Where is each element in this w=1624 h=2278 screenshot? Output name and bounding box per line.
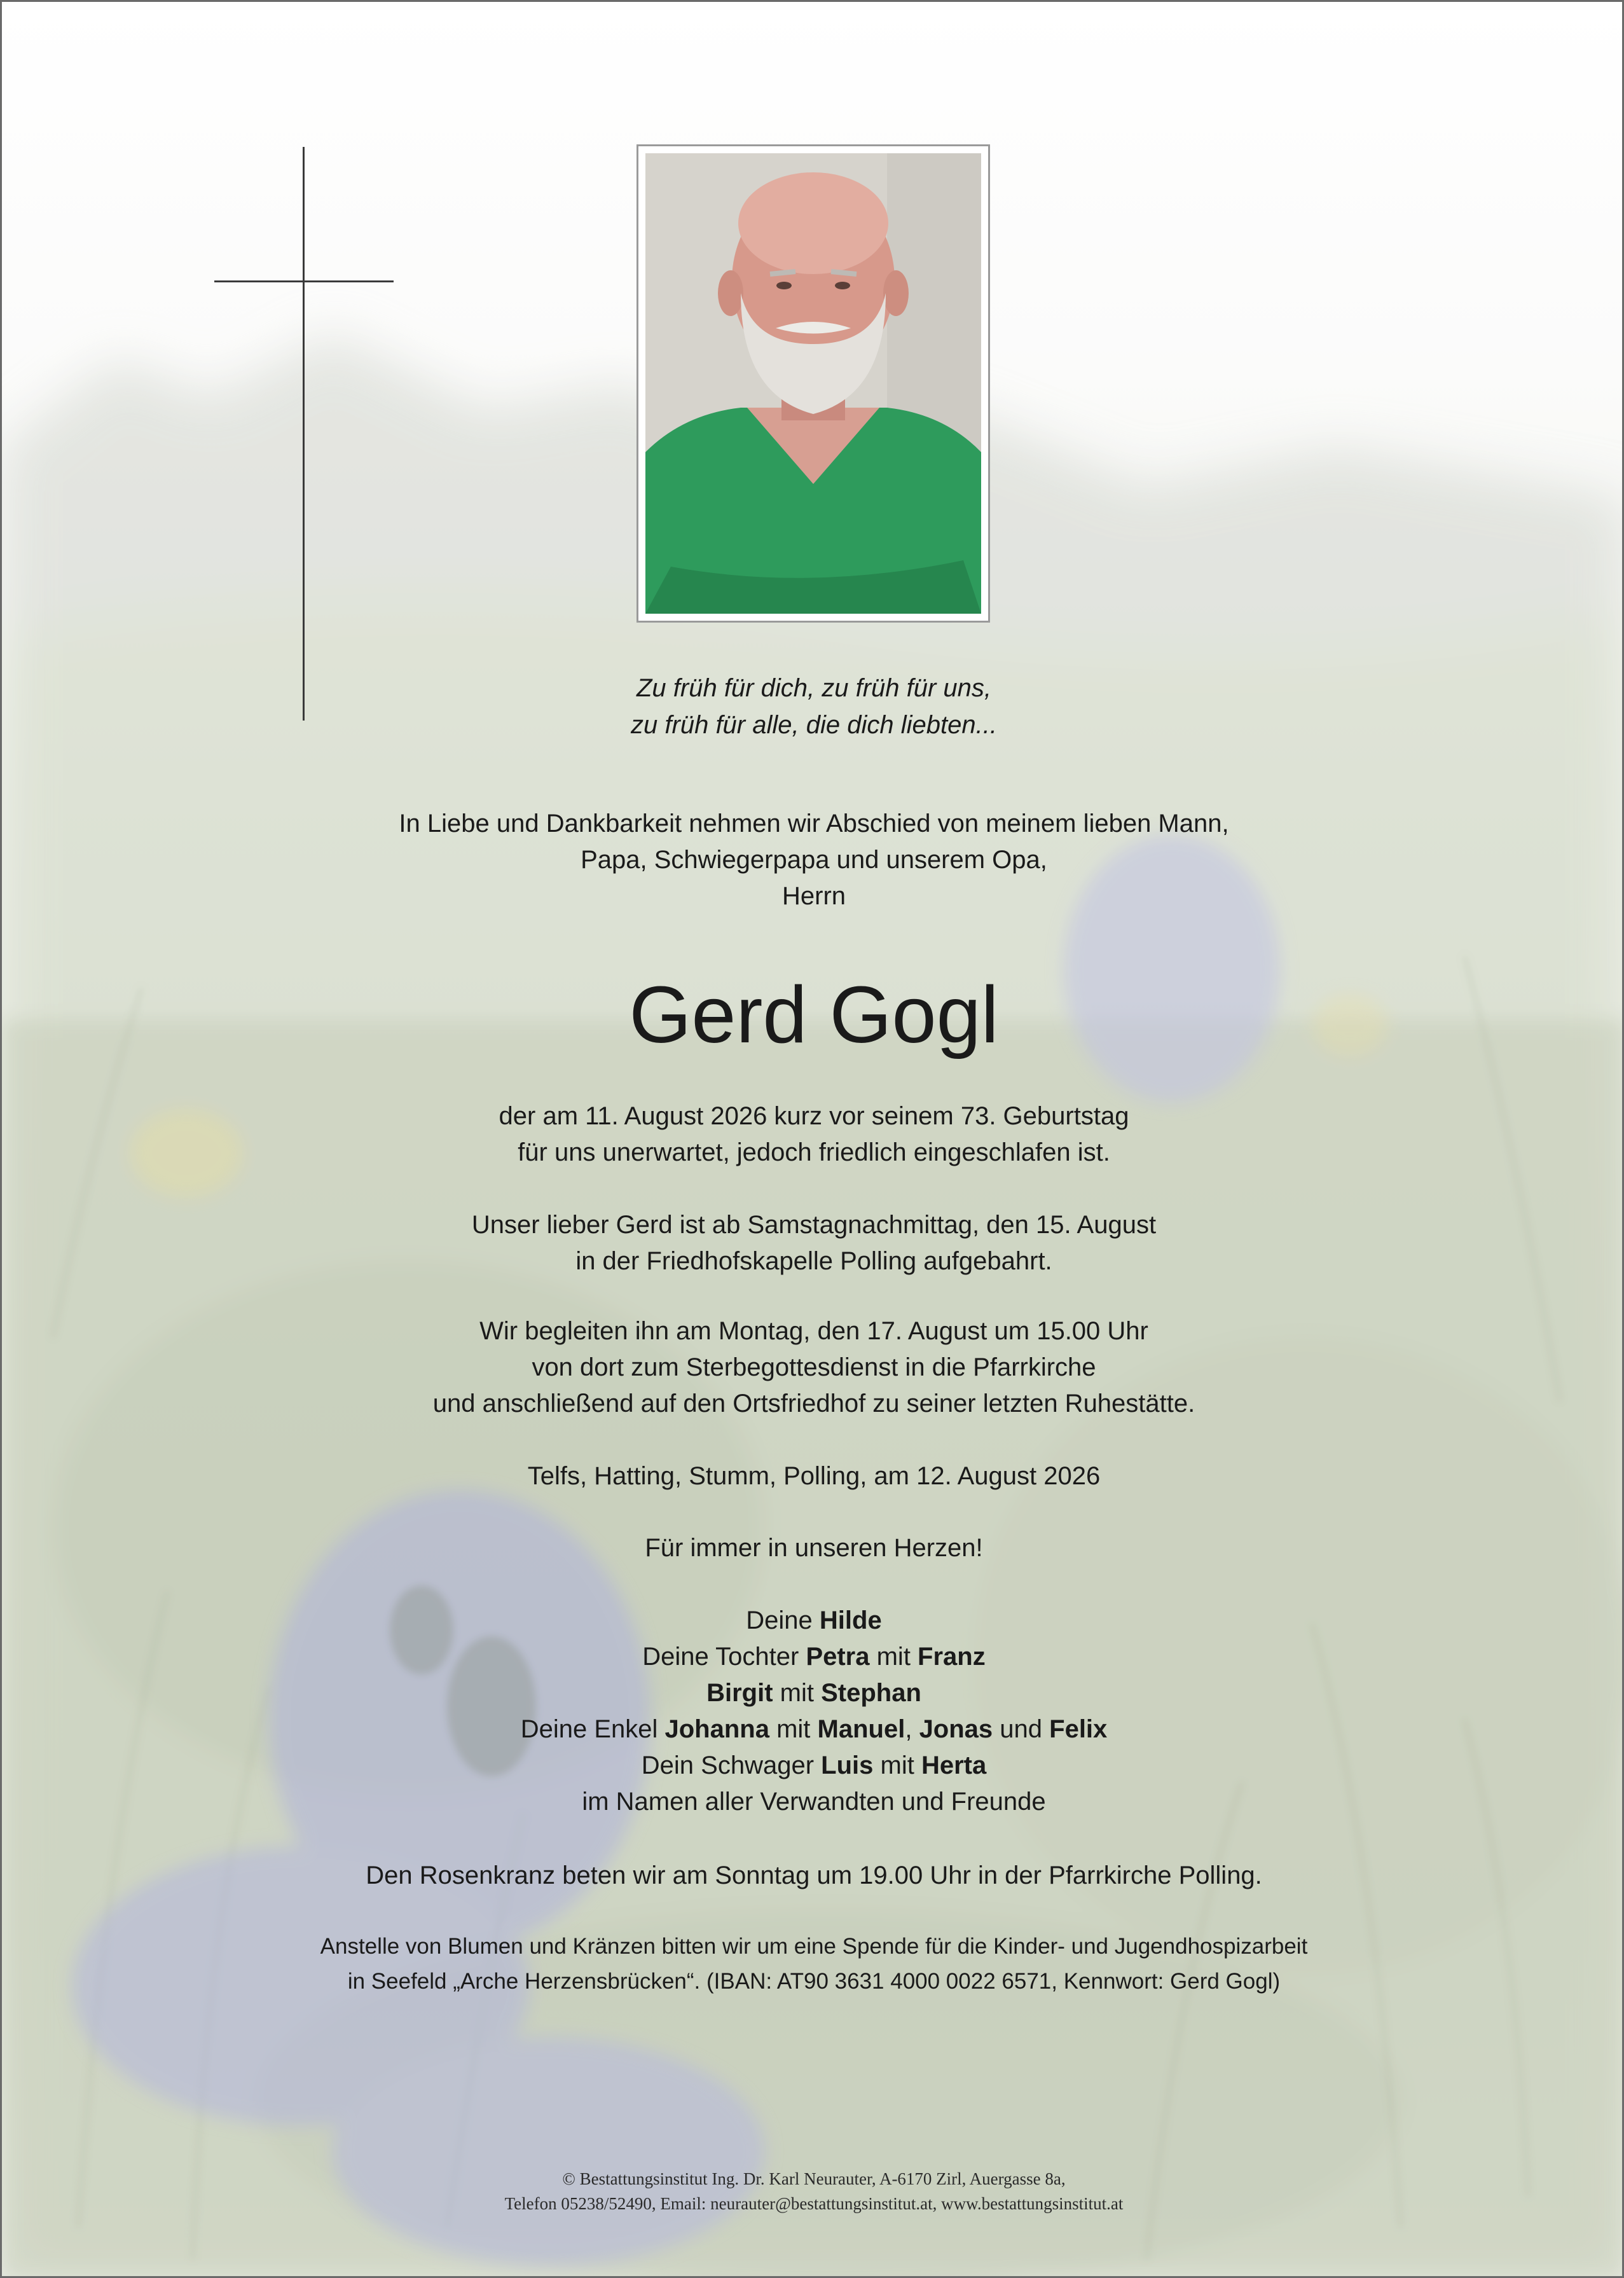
funeral-info-line: von dort zum Sterbegottesdienst in die Pfarrkirche [532, 1353, 1096, 1381]
quote-line: Zu früh für dich, zu früh für uns, [636, 674, 992, 702]
mourner-separator: , [905, 1715, 919, 1743]
quote-line: zu früh für alle, die dich liebten... [631, 711, 997, 739]
viewing-info-line: Unser lieber Gerd ist ab Samstagnachmittag, den 15. August [471, 1211, 1157, 1239]
donation-request [129, 1929, 1499, 1999]
death-info [129, 1098, 1499, 1171]
mourner-name: Luis [821, 1751, 874, 1779]
closing-line: Für immer in unseren Herzen! [645, 1534, 983, 1562]
mourner-row [129, 1639, 1499, 1675]
mourner-name: Manuel [817, 1715, 905, 1743]
mourner-row: im Namen aller Verwandten und Freunde [582, 1788, 1046, 1816]
intro-text [129, 806, 1499, 915]
portrait-photo-frame [637, 144, 990, 623]
mourner-name: Petra [806, 1643, 870, 1671]
funeral-info [129, 1313, 1499, 1422]
memorial-quote [129, 670, 1499, 743]
death-info-line: der am 11. August 2026 kurz vor seinem 73. Geburtstag [499, 1102, 1129, 1130]
donation-line: in Seefeld „Arche Herzensbrücken“. (IBAN: AT90 3631 4000 0022 6571, Kennwort: Gerd Gogl) [347, 1969, 1281, 1994]
donation-line: Anstelle von Blumen und Kränzen bitten wir um eine Spende für die Kinder- und Jugendhospizarbeit [320, 1934, 1308, 1959]
intro-line: Herrn [781, 882, 846, 910]
mourner-connector: und [993, 1715, 1050, 1743]
mourner-connector: mit [873, 1751, 921, 1779]
funeral-home-footer [129, 2167, 1499, 2216]
mourner-connector: mit [869, 1643, 918, 1671]
mourner-row [129, 1603, 1499, 1639]
mourner-name: Johanna [664, 1715, 769, 1743]
intro-line: Papa, Schwiegerpapa und unserem Opa, [581, 846, 1047, 874]
mourner-name: Jonas [919, 1715, 993, 1743]
mourner-name: Hilde [819, 1606, 882, 1634]
mourner-relation: Deine [746, 1606, 820, 1634]
viewing-info [129, 1207, 1499, 1280]
funeral-info-line: und anschließend auf den Ortsfriedhof zu seiner letzten Ruhestätte. [432, 1390, 1195, 1418]
funeral-info-line: Wir begleiten ihn am Montag, den 17. August um 15.00 Uhr [479, 1317, 1148, 1345]
death-info-line: für uns unerwartet, jedoch friedlich eingeschlafen ist. [518, 1138, 1110, 1166]
mourner-row [129, 1675, 1499, 1711]
mourner-row [129, 1748, 1499, 1784]
mourner-name: Franz [918, 1643, 986, 1671]
mourner-name: Stephan [821, 1679, 921, 1707]
footer-line: © Bestattungsinstitut Ing. Dr. Karl Neurauter, A-6170 Zirl, Auergasse 8a, [562, 2169, 1066, 2188]
deceased-name: Gerd Gogl [629, 970, 999, 1060]
mourner-connector: mit [769, 1715, 818, 1743]
intro-line: In Liebe und Dankbarkeit nehmen wir Abschied von meinem lieben Mann, [399, 810, 1229, 838]
cross-icon [303, 147, 305, 721]
mourner-connector: mit [773, 1679, 822, 1707]
mourner-relation: Deine Tochter [642, 1643, 806, 1671]
viewing-info-line: in der Friedhofskapelle Polling aufgebahrt. [575, 1247, 1052, 1275]
mourner-relation: Dein Schwager [641, 1751, 822, 1779]
rosary-info: Den Rosenkranz beten wir am Sonntag um 19.00 Uhr in der Pfarrkirche Polling. [366, 1861, 1262, 1889]
portrait-photo [645, 153, 981, 614]
mourners-list [129, 1603, 1499, 1820]
cross-icon-crossbar [214, 280, 394, 282]
footer-line: Telefon 05238/52490, Email: neurauter@bestattungsinstitut.at, www.bestattungsinstitut.at [504, 2194, 1124, 2213]
mourner-name: Felix [1049, 1715, 1108, 1743]
mourner-row [129, 1711, 1499, 1748]
mourner-name: Herta [921, 1751, 987, 1779]
place-date: Telfs, Hatting, Stumm, Polling, am 12. August 2026 [527, 1462, 1101, 1490]
mourner-name: Birgit [706, 1679, 773, 1707]
mourner-relation: Deine Enkel [520, 1715, 665, 1743]
